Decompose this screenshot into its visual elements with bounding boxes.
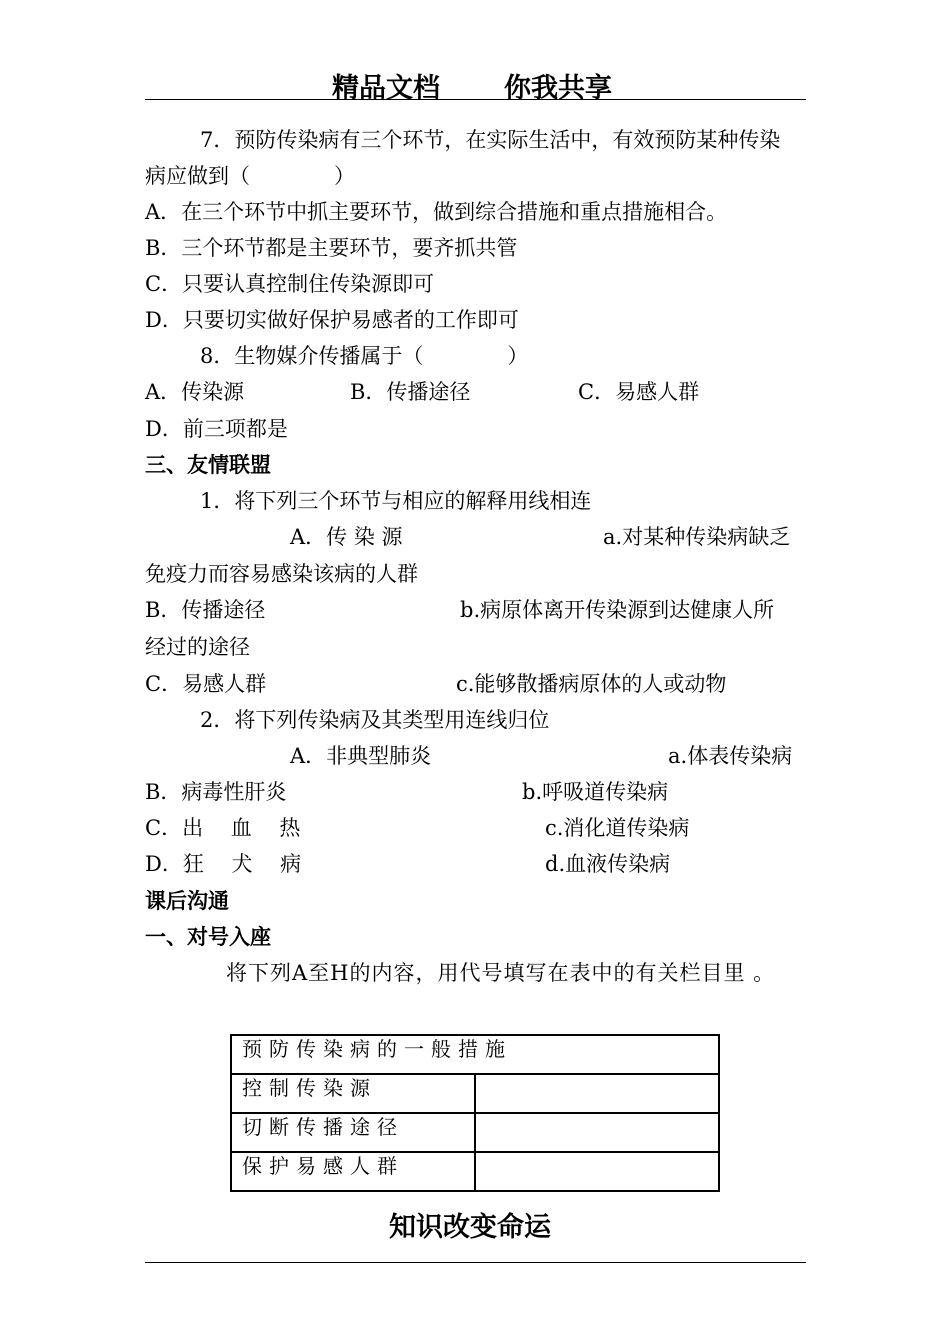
match1-right-b-line1: b.病原体离开传染源到达健康人所 xyxy=(460,598,775,622)
match2-right-c: c.消化道传染病 xyxy=(545,816,690,840)
q8-option-c: C．易感人群 xyxy=(578,380,700,404)
match1-left-c: C．易感人群 xyxy=(145,672,267,696)
q7-stem-line1: 7．预防传染病有三个环节，在实际生活中，有效预防某种传染 xyxy=(200,128,781,152)
section1-instruction: 将下列A至H的内容，用代号填写在表中的有关栏目里 。 xyxy=(226,961,776,985)
table-header-row xyxy=(231,1035,719,1074)
match1-right-c: c.能够散播病原体的人或动物 xyxy=(456,672,727,696)
table-row xyxy=(231,1152,719,1191)
section1-title: 一、对号入座 xyxy=(145,925,271,949)
match2-left-c: C．出 血 热 xyxy=(145,816,301,840)
table-answer-cell[interactable] xyxy=(475,1113,719,1152)
match2-left-a: A．非典型肺炎 xyxy=(290,744,432,768)
q7-option-a: A．在三个环节中抓主要环节，做到综合措施和重点措施相合。 xyxy=(145,200,728,224)
table-row xyxy=(231,1074,719,1113)
match1-left-a: A．传 染 源 xyxy=(290,525,403,549)
q8-option-d: D．前三项都是 xyxy=(145,417,288,441)
match2-right-d: d.血液传染病 xyxy=(545,852,671,876)
match2-right-a: a.体表传染病 xyxy=(668,744,793,768)
match2-left-b: B．病毒性肝炎 xyxy=(145,780,287,804)
header-left: 精品文档 xyxy=(332,73,440,104)
q7-option-d: D．只要切实做好保护易感者的工作即可 xyxy=(145,308,519,332)
table-row xyxy=(231,1113,719,1152)
table-header-cell: 预防传染病的一般措施 xyxy=(231,1035,719,1074)
match1-right-a-line1: a.对某种传染病缺乏 xyxy=(603,525,791,549)
q8-option-a: A．传染源 xyxy=(145,380,245,404)
match1-right-a-line2: 免疫力而容易感染该病的人群 xyxy=(145,562,418,586)
header-rule xyxy=(145,99,806,100)
q8-option-b: B．传播途径 xyxy=(350,380,471,404)
after-class-title: 课后沟通 xyxy=(145,889,229,913)
table-row-label: 保护易感人群 xyxy=(231,1152,475,1191)
table-row-label: 切断传播途径 xyxy=(231,1113,475,1152)
footer-rule xyxy=(145,1262,806,1263)
match2-right-b: b.呼吸道传染病 xyxy=(522,780,669,804)
table-answer-cell[interactable] xyxy=(475,1074,719,1113)
match1-right-b-line2: 经过的途径 xyxy=(145,635,250,659)
table-row-label: 控制传染源 xyxy=(231,1074,475,1113)
header-right: 你我共享 xyxy=(504,73,612,104)
q7-option-b: B．三个环节都是主要环节，要齐抓共管 xyxy=(145,236,518,260)
match1-left-b: B．传播途径 xyxy=(145,598,266,622)
section3-title: 三、友情联盟 xyxy=(145,453,271,477)
prevention-table xyxy=(230,1034,720,1192)
table-answer-cell[interactable] xyxy=(475,1152,719,1191)
q7-option-c: C．只要认真控制住传染源即可 xyxy=(145,272,435,296)
match2-left-d: D．狂 犬 病 xyxy=(145,852,302,876)
footer-text: 知识改变命运 xyxy=(389,1212,551,1243)
match1-instruction: 1．将下列三个环节与相应的解释用线相连 xyxy=(200,489,592,513)
q8-stem: 8．生物媒介传播属于（ ） xyxy=(200,344,529,368)
match2-instruction: 2．将下列传染病及其类型用连线归位 xyxy=(200,708,550,732)
q7-stem-line2: 病应做到（ ） xyxy=(145,164,355,188)
